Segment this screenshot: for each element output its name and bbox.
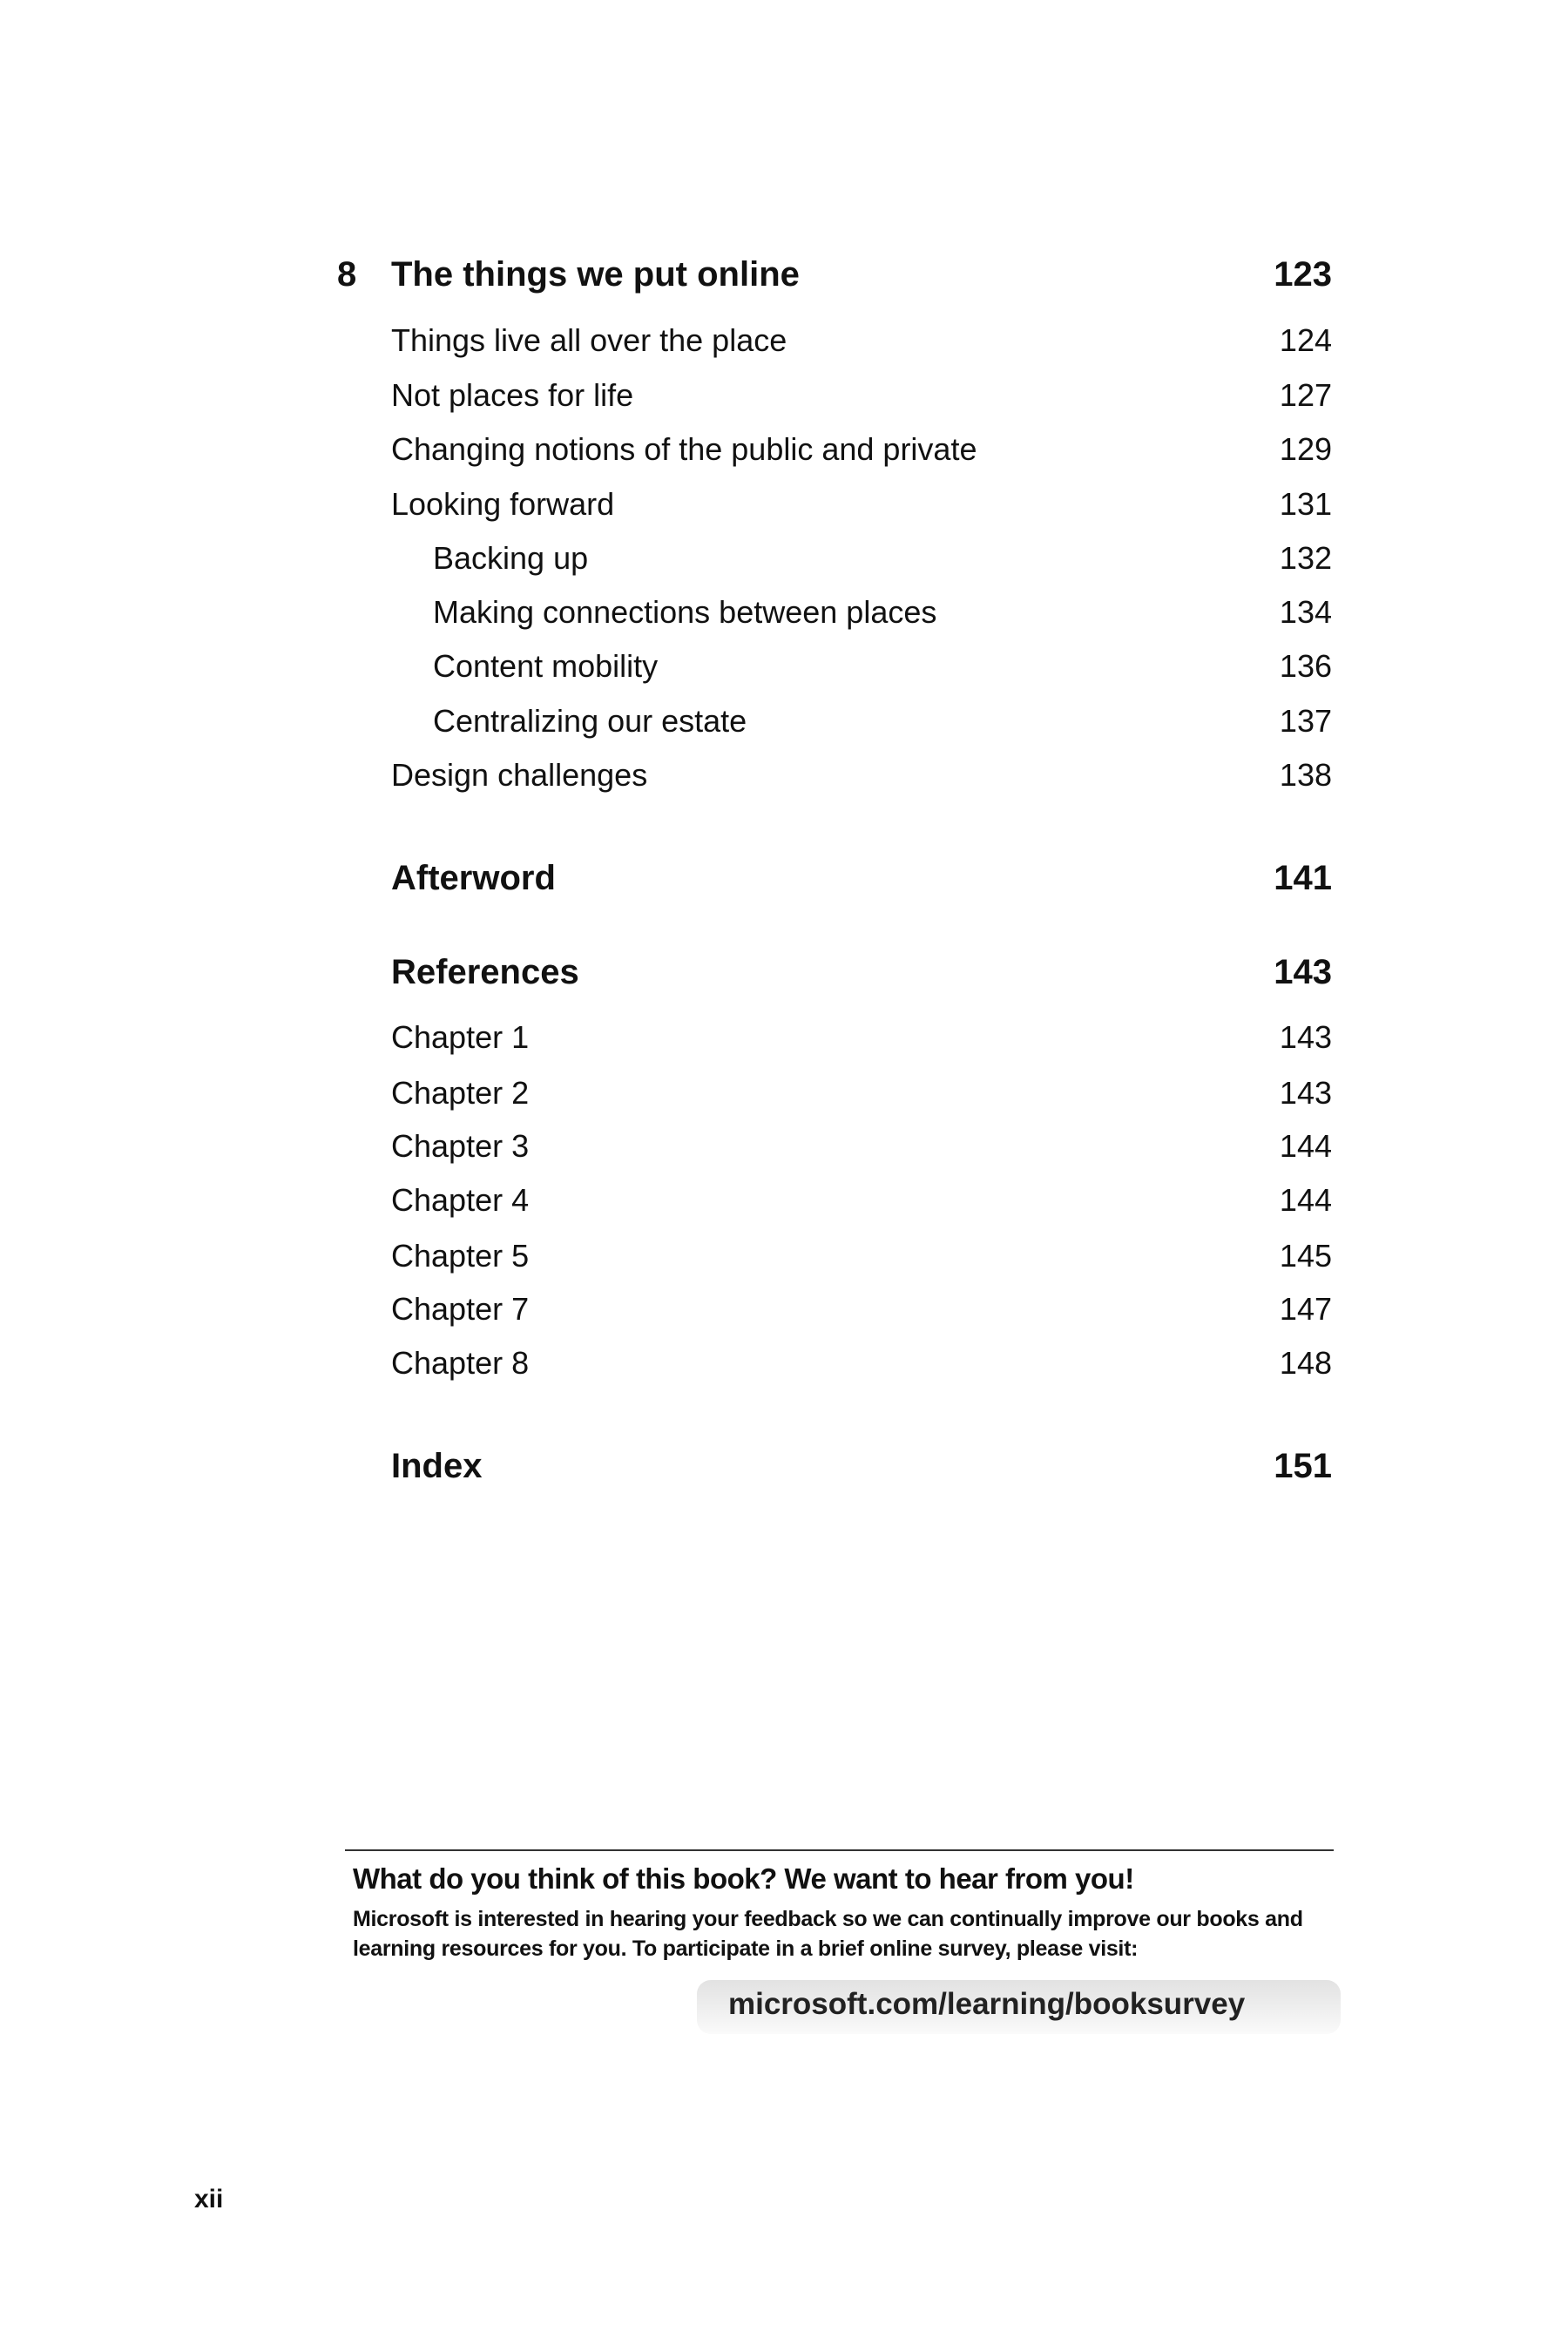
toc-title: Chapter 1 [391, 1019, 530, 1055]
toc-title: Chapter 8 [391, 1345, 530, 1381]
toc-afterword[interactable] [391, 856, 1332, 900]
toc-title: Looking forward [391, 486, 615, 522]
toc-title: Backing up [433, 540, 589, 576]
toc-subentry[interactable] [433, 537, 1332, 580]
divider [345, 1849, 1334, 1851]
toc-entry[interactable] [391, 1125, 1332, 1168]
toc-title: Design challenges [391, 757, 648, 793]
toc-page: 137 [1279, 703, 1332, 739]
toc-title: Centralizing our estate [433, 703, 747, 739]
toc-page: 144 [1279, 1128, 1332, 1164]
toc-page: 144 [1279, 1182, 1332, 1218]
toc-entry[interactable] [391, 1071, 1332, 1115]
toc-page: 143 [1274, 952, 1332, 991]
toc-subentry[interactable] [433, 645, 1332, 688]
toc-entry[interactable] [391, 1234, 1332, 1278]
toc-title: Chapter 7 [391, 1291, 530, 1327]
toc-index[interactable] [391, 1444, 1332, 1488]
toc-page: 136 [1279, 648, 1332, 684]
toc-page: 141 [1274, 858, 1332, 897]
toc-entry[interactable] [391, 1342, 1332, 1385]
toc-page: 131 [1279, 486, 1332, 522]
toc-title: Chapter 2 [391, 1075, 530, 1111]
toc-title: Chapter 5 [391, 1238, 530, 1274]
toc-entry[interactable] [391, 1016, 1332, 1059]
toc-title: References [391, 952, 579, 991]
toc-page: 124 [1279, 322, 1332, 358]
toc-entry[interactable] [391, 319, 1332, 362]
toc-subentry[interactable] [433, 700, 1332, 743]
toc-entry[interactable] [391, 1179, 1332, 1222]
toc-page: 129 [1279, 431, 1332, 467]
toc-references[interactable] [391, 950, 1332, 994]
toc-page: 134 [1279, 594, 1332, 630]
toc-title: Making connections between places [433, 594, 937, 630]
survey-link-box[interactable] [697, 1980, 1341, 2034]
toc-entry[interactable] [391, 428, 1332, 471]
toc-entry[interactable] [391, 374, 1332, 417]
toc-page: 143 [1279, 1019, 1332, 1055]
toc-title: Things live all over the place [391, 322, 787, 358]
toc-entry[interactable] [391, 483, 1332, 526]
toc-entry[interactable] [391, 754, 1332, 797]
toc-page: 148 [1279, 1345, 1332, 1381]
toc-chapter-8[interactable] [391, 253, 1332, 296]
toc-title: The things we put online [391, 254, 800, 294]
feedback-body: Microsoft is interested in hearing your feedback so we can continually improve our books and learning resources for you. To participate in a brief online survey, please visit: [353, 1907, 1303, 1961]
toc-page: 123 [1274, 254, 1332, 294]
toc-page: 127 [1279, 377, 1332, 413]
toc-page: 151 [1274, 1446, 1332, 1485]
toc-subentry[interactable] [433, 591, 1332, 634]
feedback-title: What do you think of this book? We want to hear from you! [353, 1862, 1134, 1895]
chapter-number: 8 [337, 255, 357, 294]
toc-title: Content mobility [433, 648, 659, 684]
toc-page: 145 [1279, 1238, 1332, 1274]
toc-title: Not places for life [391, 377, 634, 413]
toc-title: Afterword [391, 858, 556, 897]
toc-title: Index [391, 1446, 483, 1485]
toc-page: 138 [1279, 757, 1332, 793]
toc-title: Changing notions of the public and private [391, 431, 977, 467]
toc-entry[interactable] [391, 1288, 1332, 1331]
toc-page: 132 [1279, 540, 1332, 576]
toc-title: Chapter 4 [391, 1182, 530, 1218]
toc-title: Chapter 3 [391, 1128, 530, 1164]
page-number: xii [194, 2185, 224, 2213]
toc-page: 143 [1279, 1075, 1332, 1111]
toc-page: 147 [1279, 1291, 1332, 1327]
survey-link[interactable]: microsoft.com/learning/booksurvey [728, 1987, 1246, 2021]
